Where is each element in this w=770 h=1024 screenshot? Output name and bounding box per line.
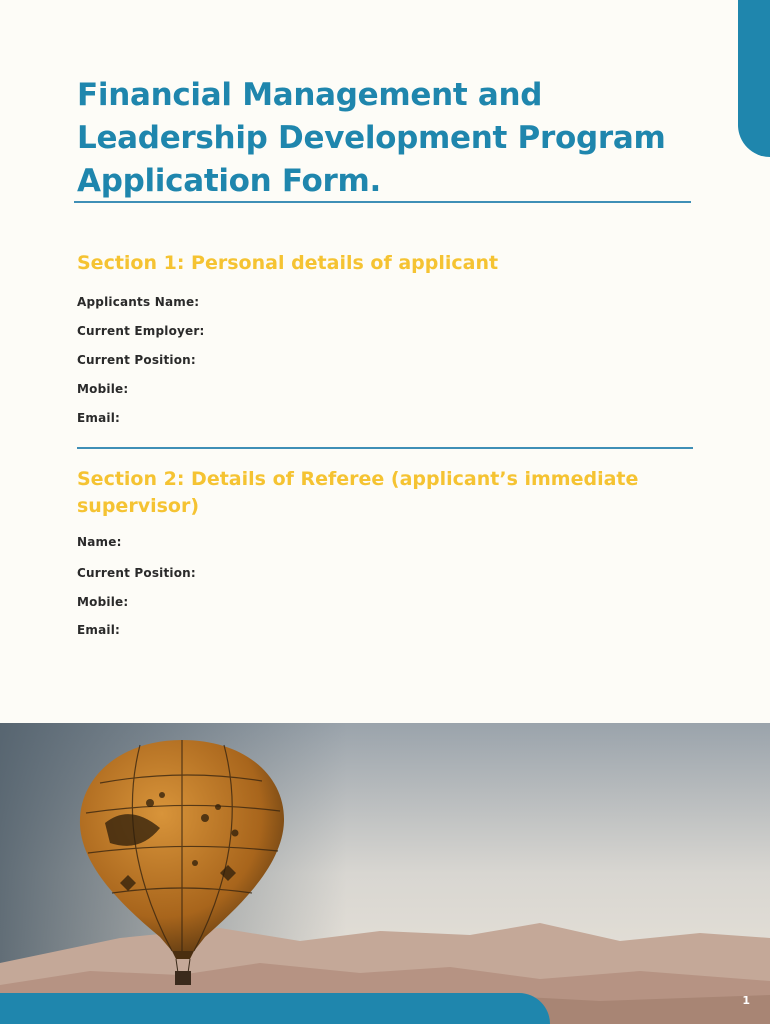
page-title: Financial Management and Leadership Development Program Application Form.	[77, 77, 666, 199]
page-number: 1	[742, 994, 750, 1007]
corner-tab-decoration	[738, 0, 770, 157]
section-divider	[77, 447, 693, 449]
referee-email-label: Email:	[77, 623, 121, 637]
referee-position-label: Current Position:	[77, 566, 196, 580]
applicant-name-label: Applicants Name:	[77, 295, 200, 309]
footer-tab-decoration	[0, 993, 550, 1024]
section1-heading: Section 1: Personal details of applicant	[77, 252, 499, 274]
referee-mobile-label: Mobile:	[77, 595, 129, 609]
title-divider	[74, 201, 691, 203]
current-employer-label: Current Employer:	[77, 324, 205, 338]
mobile-label: Mobile:	[77, 382, 129, 396]
hot-air-balloon-photo	[0, 723, 770, 1024]
email-label: Email:	[77, 411, 121, 425]
current-position-label: Current Position:	[77, 353, 196, 367]
referee-name-label: Name:	[77, 535, 122, 549]
section2-heading: Section 2: Details of Referee (applicant’s immediate supervisor)	[77, 468, 639, 517]
